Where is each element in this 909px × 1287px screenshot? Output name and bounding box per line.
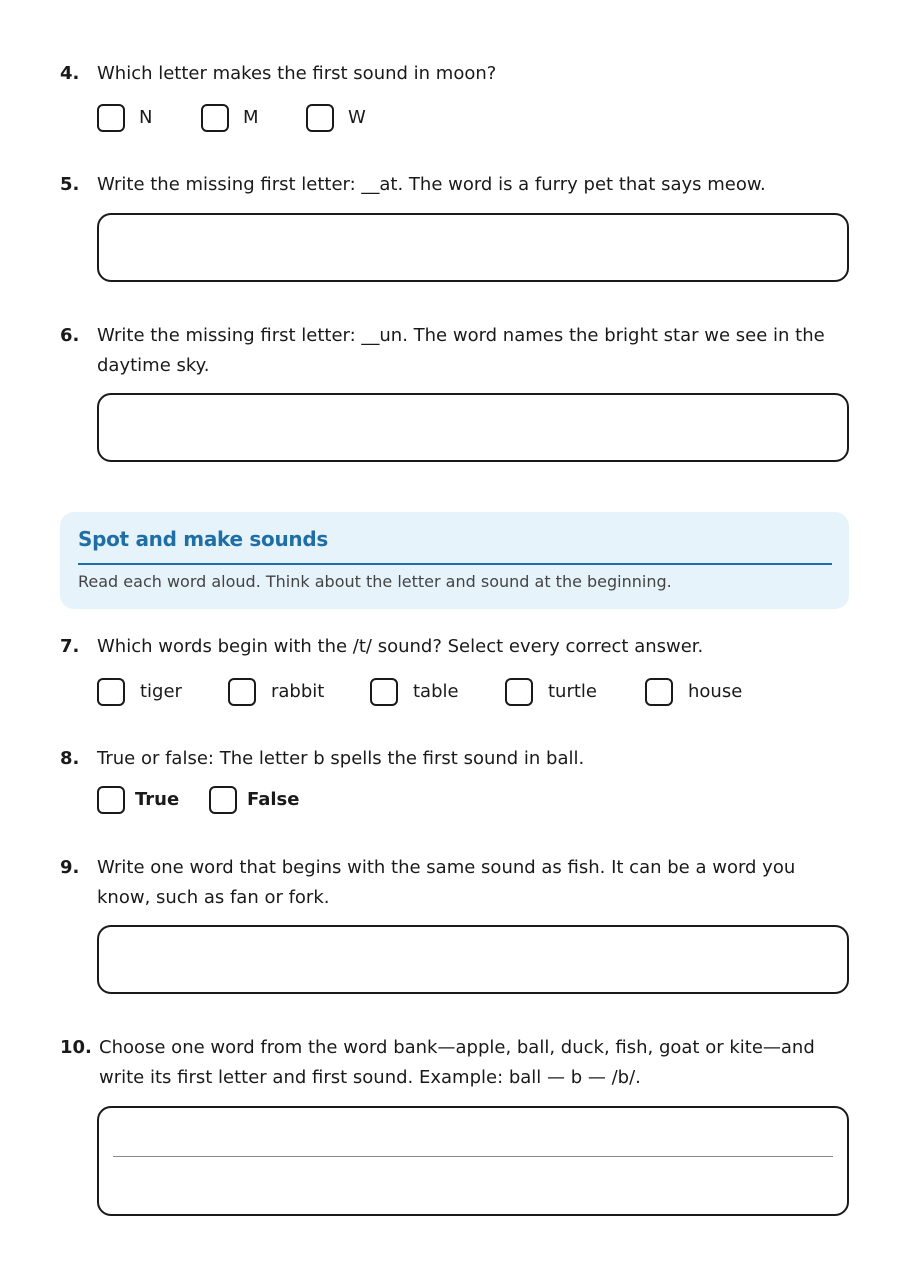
option-label: rabbit <box>271 681 325 702</box>
question-number: 7. <box>60 636 80 657</box>
option-label: house <box>688 681 743 702</box>
writing-line <box>113 1156 833 1157</box>
answer-box-question-5[interactable] <box>97 213 849 282</box>
section-panel <box>60 512 849 609</box>
option-label: table <box>413 681 459 702</box>
checkbox[interactable] <box>209 786 237 814</box>
checkbox[interactable] <box>97 786 125 814</box>
checkbox[interactable] <box>201 104 229 132</box>
question-text: Which letter makes the first sound in moon? <box>97 63 497 84</box>
option-label: tiger <box>140 681 182 702</box>
question-number: 5. <box>60 174 80 195</box>
question-text: Write the missing first letter: __un. The word names the bright star we see in the daytime sky. <box>97 325 825 376</box>
question-text: Choose one word from the word bank—apple, ball, duck, fish, goat or kite—and write its first letter and first sound. Example: ball — b — /b/. <box>99 1037 815 1088</box>
question-number: 8. <box>60 748 80 769</box>
answer-box-question-10[interactable] <box>97 1106 849 1216</box>
checkbox[interactable] <box>505 678 533 706</box>
section-title: Spot and make sounds <box>78 527 328 551</box>
question-text: True or false: The letter b spells the first sound in ball. <box>97 748 585 769</box>
question-text: Write the missing first letter: __at. The word is a furry pet that says meow. <box>97 174 766 195</box>
option-label: False <box>247 789 300 810</box>
question-number: 10. <box>60 1037 92 1058</box>
option-label: turtle <box>548 681 597 702</box>
checkbox[interactable] <box>306 104 334 132</box>
option-label: M <box>243 107 259 128</box>
checkbox[interactable] <box>370 678 398 706</box>
checkbox[interactable] <box>228 678 256 706</box>
checkbox[interactable] <box>97 104 125 132</box>
checkbox[interactable] <box>645 678 673 706</box>
section-description: Read each word aloud. Think about the letter and sound at the beginning. <box>78 572 672 591</box>
answer-box-question-9[interactable] <box>97 925 849 994</box>
question-text: Write one word that begins with the same sound as fish. It can be a word you know, such as fan or fork. <box>97 857 796 908</box>
question-number: 6. <box>60 325 80 346</box>
question-number: 4. <box>60 63 80 84</box>
question-number: 9. <box>60 857 80 878</box>
checkbox[interactable] <box>97 678 125 706</box>
section-divider <box>78 563 832 565</box>
option-label: W <box>348 107 366 128</box>
option-label: N <box>139 107 153 128</box>
answer-box-question-6[interactable] <box>97 393 849 462</box>
option-label: True <box>135 789 180 810</box>
question-text: Which words begin with the /t/ sound? Select every correct answer. <box>97 636 704 657</box>
